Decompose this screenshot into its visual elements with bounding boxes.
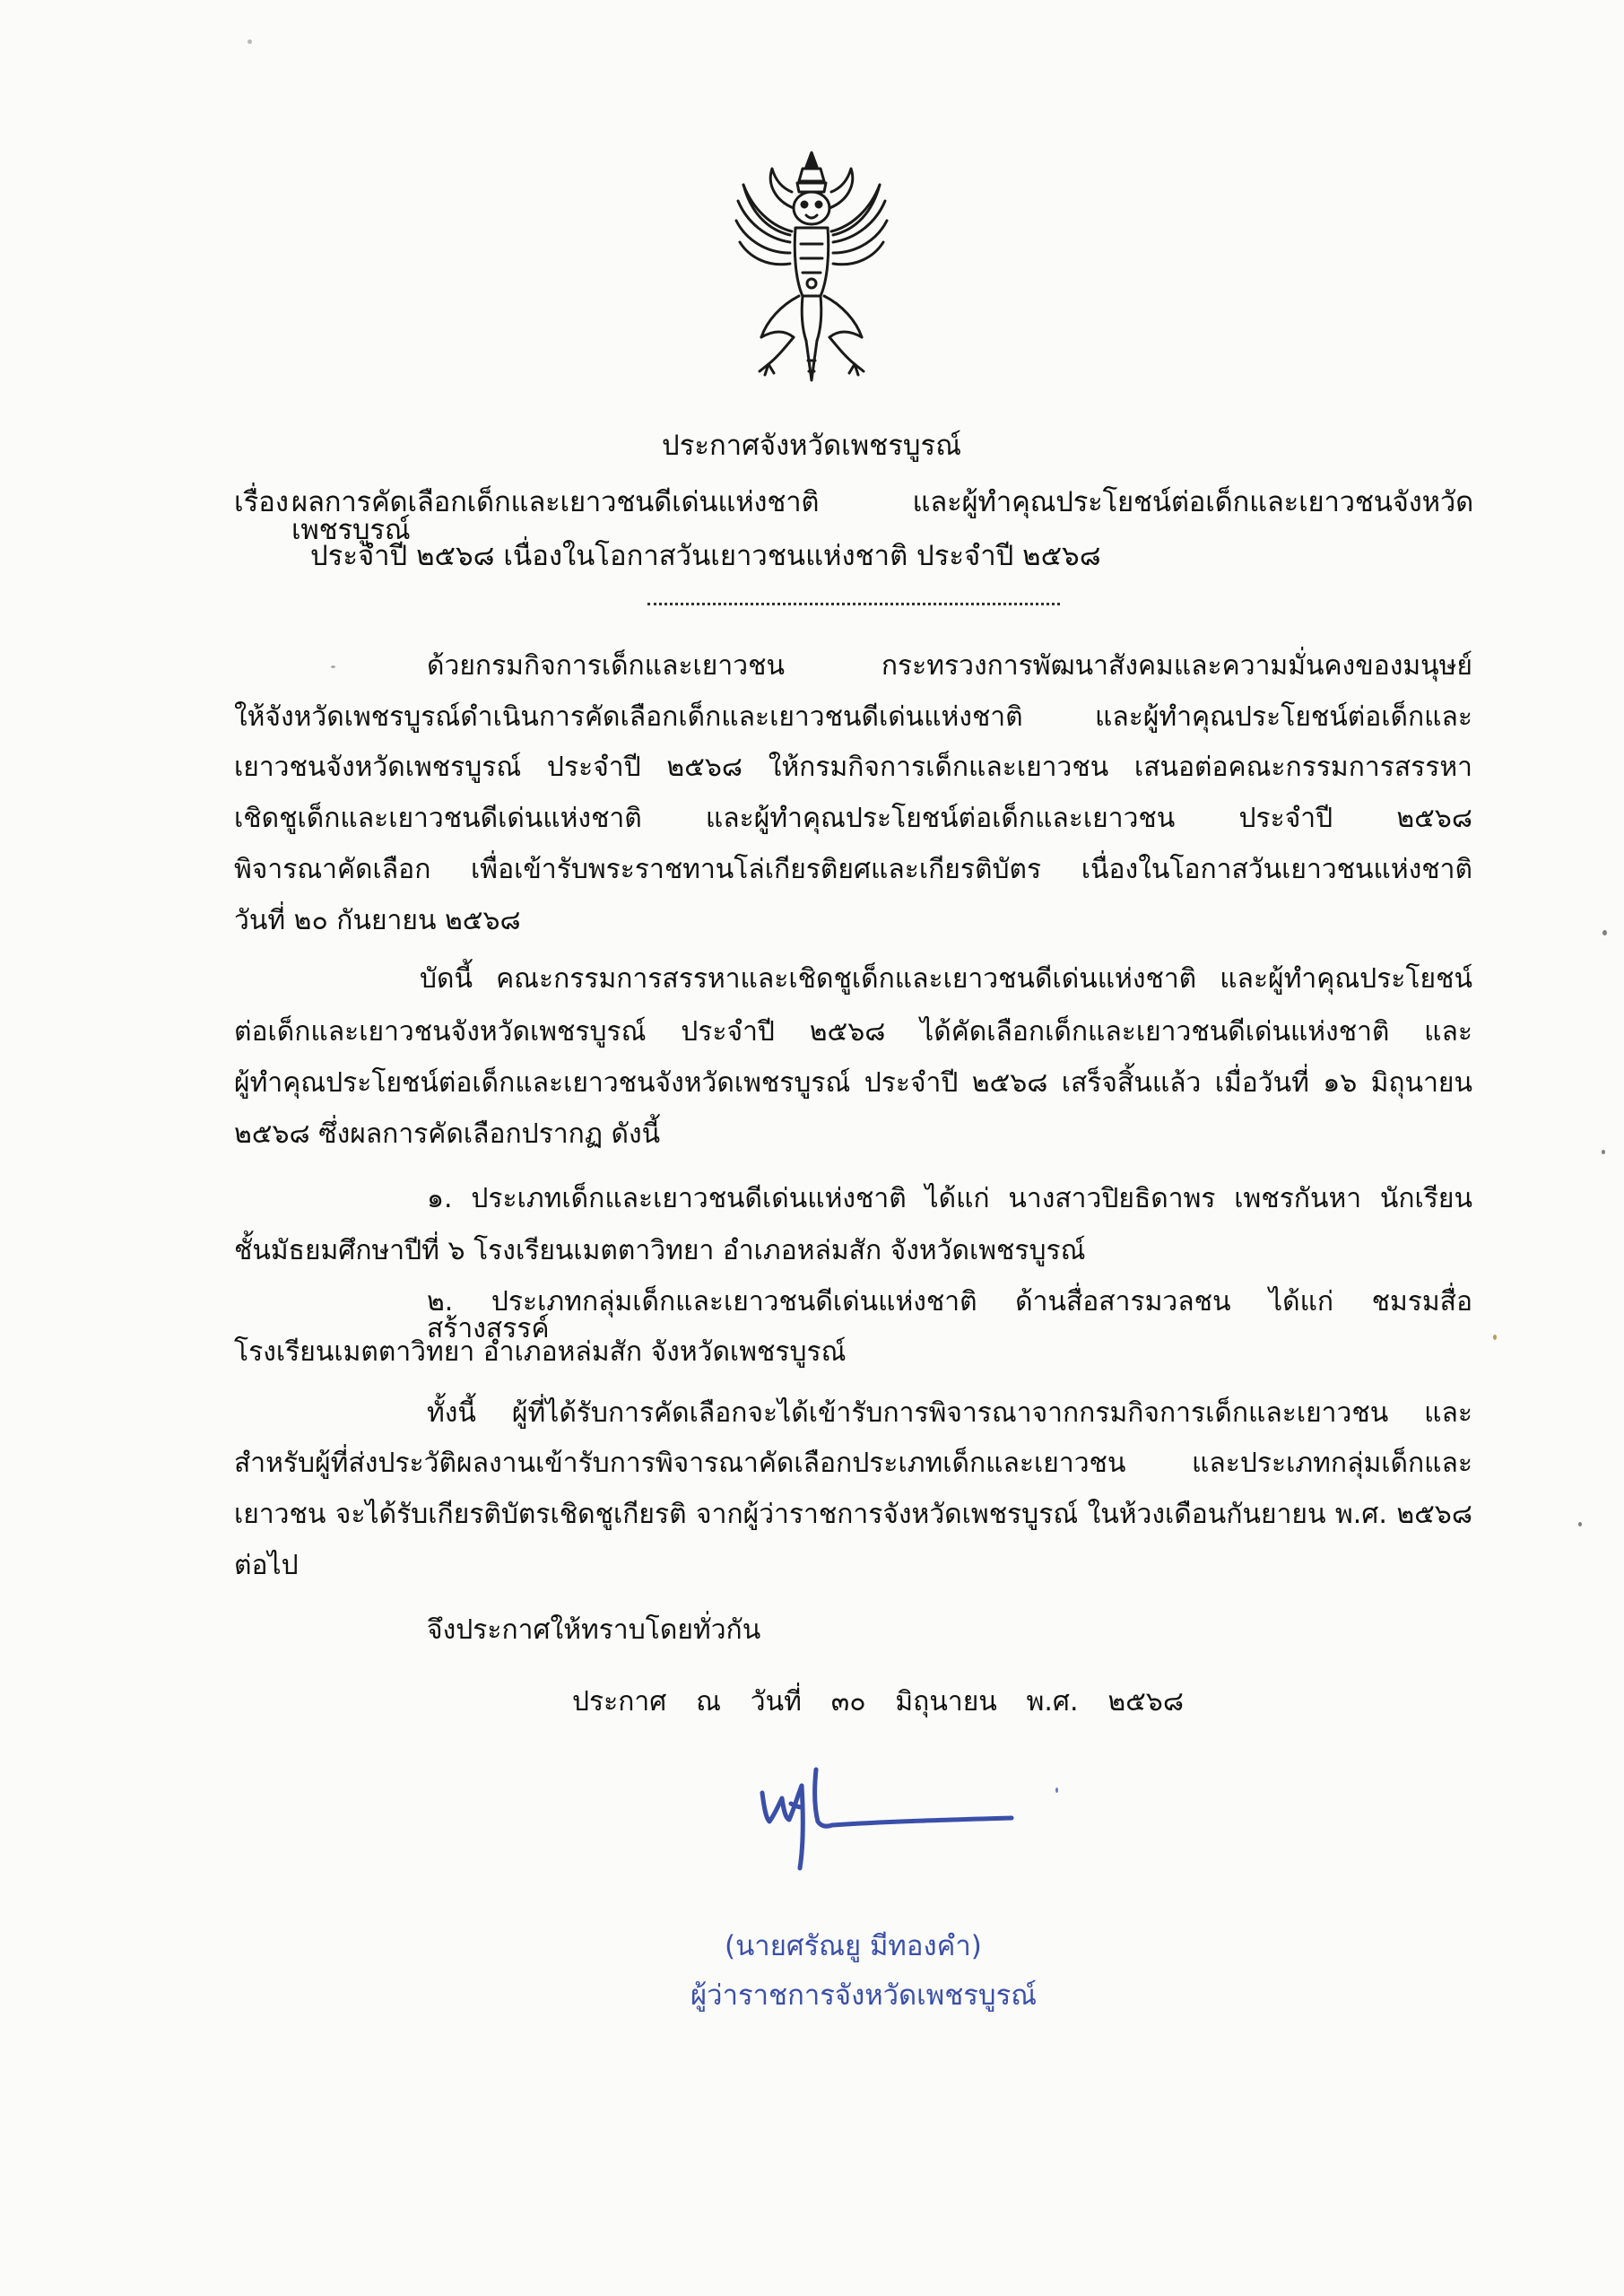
paragraph1-line: ด้วยกรมกิจการเด็กและเยาวชน กระทรวงการพัฒนาสังคมและความมั่นคงของมนุษย์ bbox=[427, 650, 1472, 682]
paragraph3-line: สำหรับผู้ที่ส่งประวัติผลงานเข้ารับการพิจารณาคัดเลือกประเภทเด็กและเยาวชน และประเภทกลุ่มเด็กและ bbox=[234, 1448, 1472, 1479]
list-item-2-line: โรงเรียนเมตตาวิทยา อำเภอหล่มสัก จังหวัดเพชรบูรณ์ bbox=[234, 1336, 847, 1368]
paragraph2-line: บัดนี้ คณะกรรมการสรรหาและเชิดชูเด็กและเยาวชนดีเด่นแห่งชาติ และผู้ทำคุณประโยชน์ bbox=[420, 963, 1472, 995]
paragraph1-line: ให้จังหวัดเพชรบูรณ์ดำเนินการคัดเลือกเด็กและเยาวชนดีเด่นแห่งชาติ และผู้ทำคุณประโยชน์ต่อเด็กและ bbox=[234, 701, 1472, 733]
scan-speck bbox=[1493, 1335, 1497, 1340]
announcement-date: ประกาศ ณ วันที่ ๓๐ มิถุนายน พ.ศ. ๒๕๖๘ bbox=[572, 1686, 1184, 1718]
paragraph3-line: ทั้งนี้ ผู้ที่ได้รับการคัดเลือกจะได้เข้ารับการพิจารณาจากกรมกิจการเด็กและเยาวชน และ bbox=[427, 1397, 1472, 1429]
scan-speck bbox=[1055, 1787, 1058, 1793]
dotted-divider bbox=[647, 603, 1060, 605]
paragraph2-line: ผู้ทำคุณประโยชน์ต่อเด็กและเยาวชนจังหวัดเพชรบูรณ์ ประจำปี ๒๕๖๘ เสร็จสิ้นแล้ว เมื่อวันที่ ๑๖ มิถุนายน bbox=[234, 1067, 1472, 1099]
list-item-1-line: ชั้นมัธยมศึกษาปีที่ ๖ โรงเรียนเมตตาวิทยา อำเภอหล่มสัก จังหวัดเพชรบูรณ์ bbox=[234, 1235, 1086, 1266]
paragraph1-line: วันที่ ๒๐ กันยายน ๒๕๖๘ bbox=[234, 905, 521, 936]
subject-label: เรื่อง bbox=[234, 486, 290, 518]
document-title: ประกาศจังหวัดเพชรบูรณ์ bbox=[662, 430, 961, 462]
subject-line: ผลการคัดเลือกเด็กและเยาวชนดีเด่นแห่งชาติ และผู้ทำคุณประโยชน์ต่อเด็กและเยาวชนจังหวัดเพชรบูรณ์ bbox=[291, 486, 1473, 546]
garuda-emblem-icon bbox=[731, 145, 892, 389]
handwritten-signature-icon bbox=[751, 1762, 1047, 1872]
scan-speck bbox=[1602, 930, 1607, 935]
closing-statement: จึงประกาศให้ทราบโดยทั่วกัน bbox=[427, 1614, 761, 1646]
list-item-2-line: ๒. ประเภทกลุ่มเด็กและเยาวชนดีเด่นแห่งชาติ ด้านสื่อสารมวลชน ได้แก่ ชมรมสื่อสร้างสรรค์ bbox=[427, 1286, 1472, 1344]
paragraph2-line: ต่อเด็กและเยาวชนจังหวัดเพชรบูรณ์ ประจำปี ๒๕๖๘ ได้คัดเลือกเด็กและเยาวชนดีเด่นแห่งชาติ และ bbox=[234, 1016, 1472, 1048]
scan-speck bbox=[331, 665, 335, 668]
paragraph1-line: เชิดชูเด็กและเยาวชนดีเด่นแห่งชาติ และผู้ทำคุณประโยชน์ต่อเด็กและเยาวชน ประจำปี ๒๕๖๘ bbox=[234, 803, 1472, 834]
paragraph3-line: ต่อไป bbox=[234, 1550, 299, 1581]
scan-speck bbox=[1578, 1522, 1582, 1526]
paragraph3-line: เยาวชน จะได้รับเกียรติบัตรเชิดชูเกียรติ จากผู้ว่าราชการจังหวัดเพชรบูรณ์ ในห้วงเดือนกันยายน พ.ศ. ๒๕๖๘ bbox=[234, 1499, 1472, 1530]
signer-name: (นายศรัณยู มีทองคำ) bbox=[725, 1930, 982, 1962]
signer-position: ผู้ว่าราชการจังหวัดเพชรบูรณ์ bbox=[690, 1979, 1037, 2012]
scan-speck bbox=[1602, 1150, 1605, 1154]
paragraph1-line: เยาวชนจังหวัดเพชรบูรณ์ ประจำปี ๒๕๖๘ ให้กรมกิจการเด็กและเยาวชน เสนอต่อคณะกรรมการสรรหา bbox=[234, 752, 1472, 783]
subject-line: ประจำปี ๒๕๖๘ เนื่องในโอกาสวันเยาวชนแห่งชาติ ประจำปี ๒๕๖๘ bbox=[310, 540, 1101, 572]
paragraph2-line: ๒๕๖๘ ซึ่งผลการคัดเลือกปรากฏ ดังนี้ bbox=[234, 1118, 661, 1150]
scan-speck bbox=[248, 39, 252, 44]
list-item-1-line: ๑. ประเภทเด็กและเยาวชนดีเด่นแห่งชาติ ได้แก่ นางสาวปิยธิดาพร เพชรกันหา นักเรียน bbox=[427, 1183, 1472, 1214]
paragraph1-line: พิจารณาคัดเลือก เพื่อเข้ารับพระราชทานโล่เกียรติยศและเกียรติบัตร เนื่องในโอกาสวันเยาวชนแห่งชาติ bbox=[234, 854, 1472, 885]
